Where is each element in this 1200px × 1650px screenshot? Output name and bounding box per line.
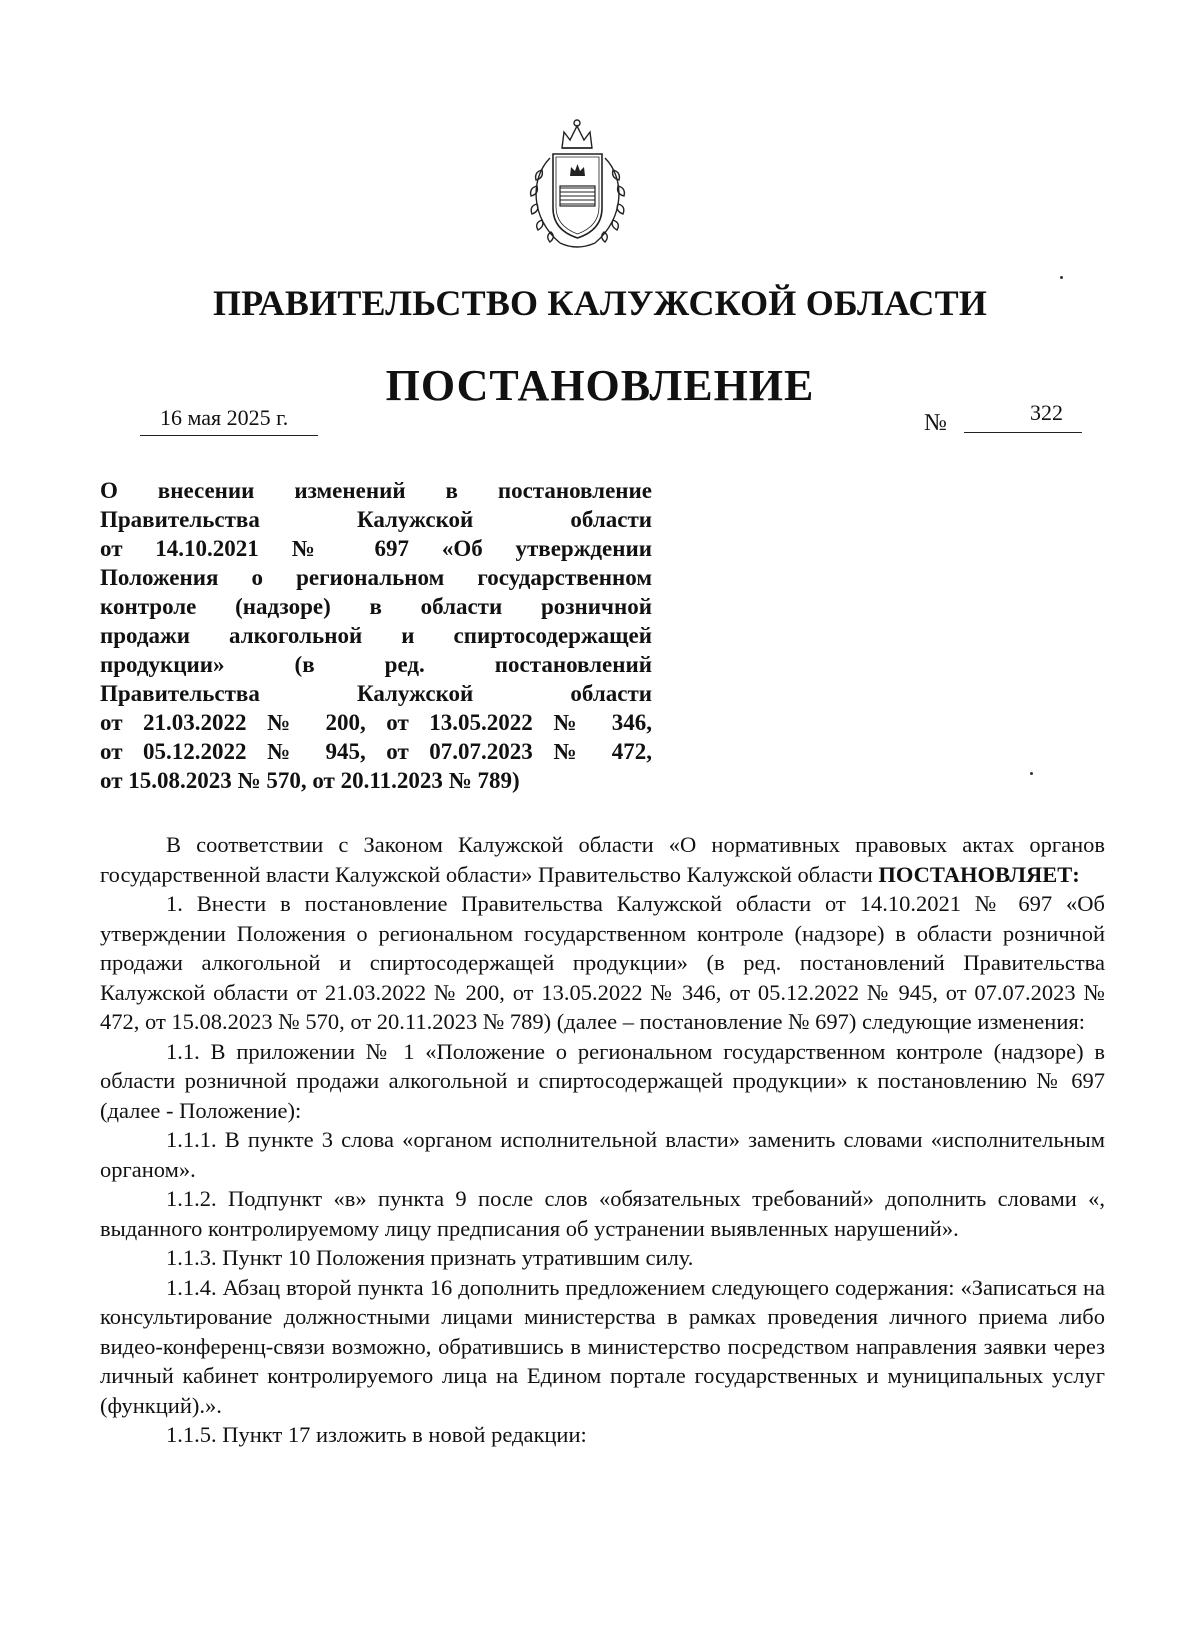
subject-line: контроле (надзоре) в области розничной bbox=[100, 594, 652, 619]
subject-line: продукции» (в ред. постановлений bbox=[100, 652, 652, 677]
document-number: 322 bbox=[1030, 400, 1063, 425]
scan-speck bbox=[1060, 276, 1063, 279]
preamble-text: В соответствии с Законом Калужской области «О нормативных правовых актах органов государственной власти Калужской области» Правительство Калужской области bbox=[100, 832, 1105, 887]
document-subject bbox=[100, 476, 652, 795]
subject-line: О внесении изменений в постановление bbox=[100, 478, 652, 503]
paragraph-1-1-4: 1.1.4. Абзац второй пункта 16 дополнить предложением следующего содержания: «Записаться на консультирование должностными лицами министерства в рамках проведения личного приема либо видео-конференц-связи возможно, обратившись в министерство посредством направления заявки через личный кабинет контролируемого лица на Едином портале государственных и муниципальных услуг (функций).». bbox=[100, 1274, 1105, 1418]
document-date: 16 мая 2025 г. bbox=[160, 405, 289, 430]
number-field bbox=[964, 400, 1082, 433]
subject-line: Правительства Калужской области bbox=[100, 681, 652, 706]
scan-speck bbox=[1030, 772, 1033, 775]
subject-line: от 14.10.2021 № 697 «Об утверждении bbox=[100, 536, 652, 561]
preamble-paragraph bbox=[100, 830, 1105, 889]
subject-line: Правительства Калужской области bbox=[100, 507, 652, 532]
number-label: № bbox=[924, 410, 947, 436]
coat-of-arms-emblem bbox=[520, 118, 635, 253]
paragraph-1: 1. Внести в постановление Правительства Калужской области от 14.10.2021 № 697 «Об утверждении Положения о региональном государственном контроле (надзоре) в области розничной продажи алкогольной и спиртосодержащей продукции» (в ред. постановлений Правительства Калужской области от 21.03.2022 № 200, от 13.05.2022 № 346, от 05.12.2022 № 945, от 07.07.2023 № 472, от 15.08.2023 № 570, от 20.11.2023 № 789) (далее – постановление № 697) следующие изменения: bbox=[100, 891, 1105, 1034]
resolves-keyword: ПОСТАНОВЛЯЕТ: bbox=[878, 861, 1080, 887]
subject-line: от 21.03.2022 № 200, от 13.05.2022 № 346, bbox=[100, 710, 652, 735]
date-field bbox=[140, 405, 318, 436]
document-body bbox=[100, 830, 1105, 1450]
subject-line: от 15.08.2023 № 570, от 20.11.2023 № 789) bbox=[100, 768, 520, 793]
paragraph-1-1-2: 1.1.2. Подпункт «в» пункта 9 после слов «обязательных требований» дополнить словами «, выданного контролируемому лицу предписания об устранении выявленных нарушений». bbox=[100, 1186, 1105, 1241]
paragraph-1-1-5: 1.1.5. Пункт 17 изложить в новой редакции: bbox=[166, 1422, 587, 1447]
paragraph-1-1: 1.1. В приложении № 1 «Положение о региональном государственном контроле (надзоре) в области розничной продажи алкогольной и спиртосодержащей продукции» к постановлению № 697 (далее - Положение): bbox=[100, 1038, 1105, 1123]
subject-line: продажи алкогольной и спиртосодержащей bbox=[100, 623, 652, 648]
organization-title: ПРАВИТЕЛЬСТВО КАЛУЖСКОЙ ОБЛАСТИ bbox=[212, 283, 988, 323]
paragraph-1-1-3: 1.1.3. Пункт 10 Положения признать утратившим силу. bbox=[166, 1245, 694, 1270]
document-type-title: ПОСТАНОВЛЕНИЕ bbox=[385, 361, 815, 410]
subject-line: Положения о региональном государственном bbox=[100, 565, 652, 590]
subject-line: от 05.12.2022 № 945, от 07.07.2023 № 472, bbox=[100, 739, 652, 764]
paragraph-1-1-1: 1.1.1. В пункте 3 слова «органом исполнительной власти» заменить словами «исполнительным органом». bbox=[100, 1127, 1105, 1182]
